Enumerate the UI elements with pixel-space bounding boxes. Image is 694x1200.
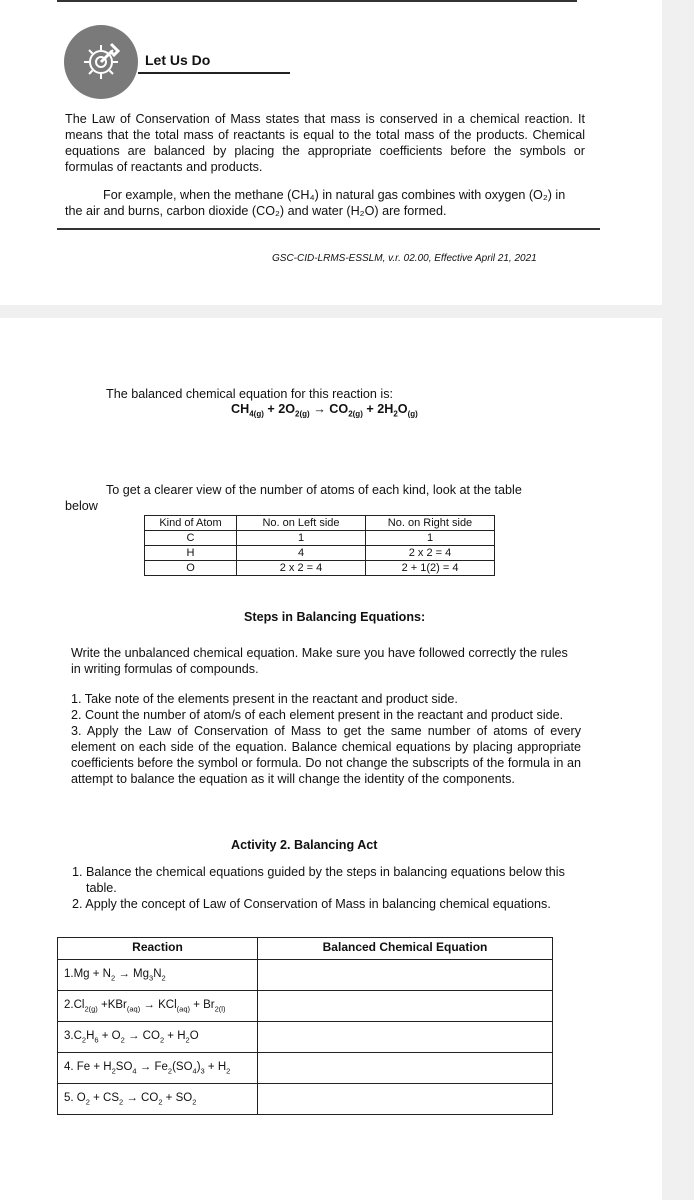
answer-cell[interactable] — [258, 991, 553, 1022]
table-cell: O — [145, 561, 237, 576]
document-page-1 — [0, 0, 662, 305]
table-header-row — [58, 938, 553, 960]
list-item: 2. Count the number of atom/s of each element present in the reactant and product side. — [71, 708, 564, 722]
viewer-gutter — [662, 0, 694, 1200]
table-header-row — [145, 516, 495, 531]
steps-intro: Write the unbalanced chemical equation. Make sure you have followed correctly the rules in writing formulas of compounds. — [71, 646, 568, 676]
header-cell: No. on Left side — [237, 516, 366, 531]
table-cell: 2 x 2 = 4 — [366, 546, 495, 561]
table-row — [145, 546, 495, 561]
equation-intro: The balanced chemical equation for this reaction is: — [106, 387, 394, 401]
table-cell: 2 x 2 = 4 — [237, 561, 366, 576]
table-cell: H — [145, 546, 237, 561]
list-item: 3. Apply the Law of Conservation of Mass to get the same number of atoms of every element on each side of the equation. Balance chemical equations by placing appropriate coefficients before the symbol or formula. Do not change the subscripts of the formula in an attempt to balance the equation as it will change the identity of the components. — [71, 724, 581, 786]
answer-cell[interactable] — [258, 1053, 553, 1084]
table-row — [58, 960, 553, 991]
table-cell: 2 + 1(2) = 4 — [366, 561, 495, 576]
reaction-table — [57, 937, 553, 1115]
table-cell: 1 — [366, 531, 495, 546]
table-intro-continued: below — [65, 499, 98, 513]
table-row — [58, 991, 553, 1022]
footer-rule — [57, 228, 600, 230]
list-item: 1. Take note of the elements present in the reactant and product side. — [71, 692, 458, 706]
table-row — [58, 1022, 553, 1053]
reaction-cell: $1.Mg + N_2 \to Mg_3N_2$ — [58, 960, 258, 991]
table-row — [145, 561, 495, 576]
table-row — [58, 1053, 553, 1084]
gear-wrench-icon — [64, 25, 138, 99]
header-cell: Reaction — [58, 938, 258, 960]
page-footer: GSC-CID-LRMS-ESSLM, v.r. 02.00, Effective April 21, 2021 — [272, 253, 537, 264]
list-item: 1. Balance the chemical equations guided by the steps in balancing equations below this table. — [72, 865, 565, 895]
table-intro: To get a clearer view of the number of atoms of each kind, look at the table — [106, 483, 522, 497]
list-item: 2. Apply the concept of Law of Conservation of Mass in balancing chemical equations. — [72, 897, 551, 911]
reaction-cell: 4. $Fe + H_2SO_4 \to Fe_2(SO_4)_3 + H_2$ — [58, 1053, 258, 1084]
header-cell: Balanced Chemical Equation — [258, 938, 553, 960]
page-top-rule — [57, 0, 577, 2]
answer-cell[interactable] — [258, 1084, 553, 1115]
atom-count-table — [144, 515, 495, 576]
title-underline — [138, 72, 290, 74]
table-row — [58, 1084, 553, 1115]
table-row — [145, 531, 495, 546]
steps-heading: Steps in Balancing Equations: — [244, 610, 426, 624]
table-cell: 1 — [237, 531, 366, 546]
header-cell: No. on Right side — [366, 516, 495, 531]
reaction-cell: 5. $O_2 + CS_2 \to CO_2 + SO_2$ — [58, 1084, 258, 1115]
law-paragraph: The Law of Conservation of Mass states that mass is conserved in a chemical reaction. It means that the total mass of reactants is equal to the total mass of the products. Chemical equations are balanced by placing the appropriate coefficients before the symbols or formulas of reactants and products. — [65, 112, 585, 174]
answer-cell[interactable] — [258, 1022, 553, 1053]
answer-cell[interactable] — [258, 960, 553, 991]
reaction-cell: $3.C_2H_6 + O_2 \to CO_2 + H_2O$ — [58, 1022, 258, 1053]
header-cell: Kind of Atom — [145, 516, 237, 531]
reaction-cell: $2.Cl_{2(g)} +KBr_{(aq)} \to KCl_{(aq)} + Br_{2(l)}$ — [58, 991, 258, 1022]
steps-list — [71, 691, 581, 787]
activity-heading: Activity 2. Balancing Act — [231, 838, 378, 852]
example-paragraph: For example, when the methane (CH₄) in natural gas combines with oxygen (O₂) in the air and burns, carbon dioxide (CO₂) and water (H₂O) are formed. — [65, 188, 566, 218]
table-cell: 4 — [237, 546, 366, 561]
balanced-equation: $CH_{4(g)} + 2O_{2(g)} \to CO_{2(g)} + 2H_2O_{(g)}$ — [231, 402, 418, 419]
table-cell: C — [145, 531, 237, 546]
activity-instructions — [72, 864, 582, 912]
section-title: Let Us Do — [145, 52, 211, 68]
